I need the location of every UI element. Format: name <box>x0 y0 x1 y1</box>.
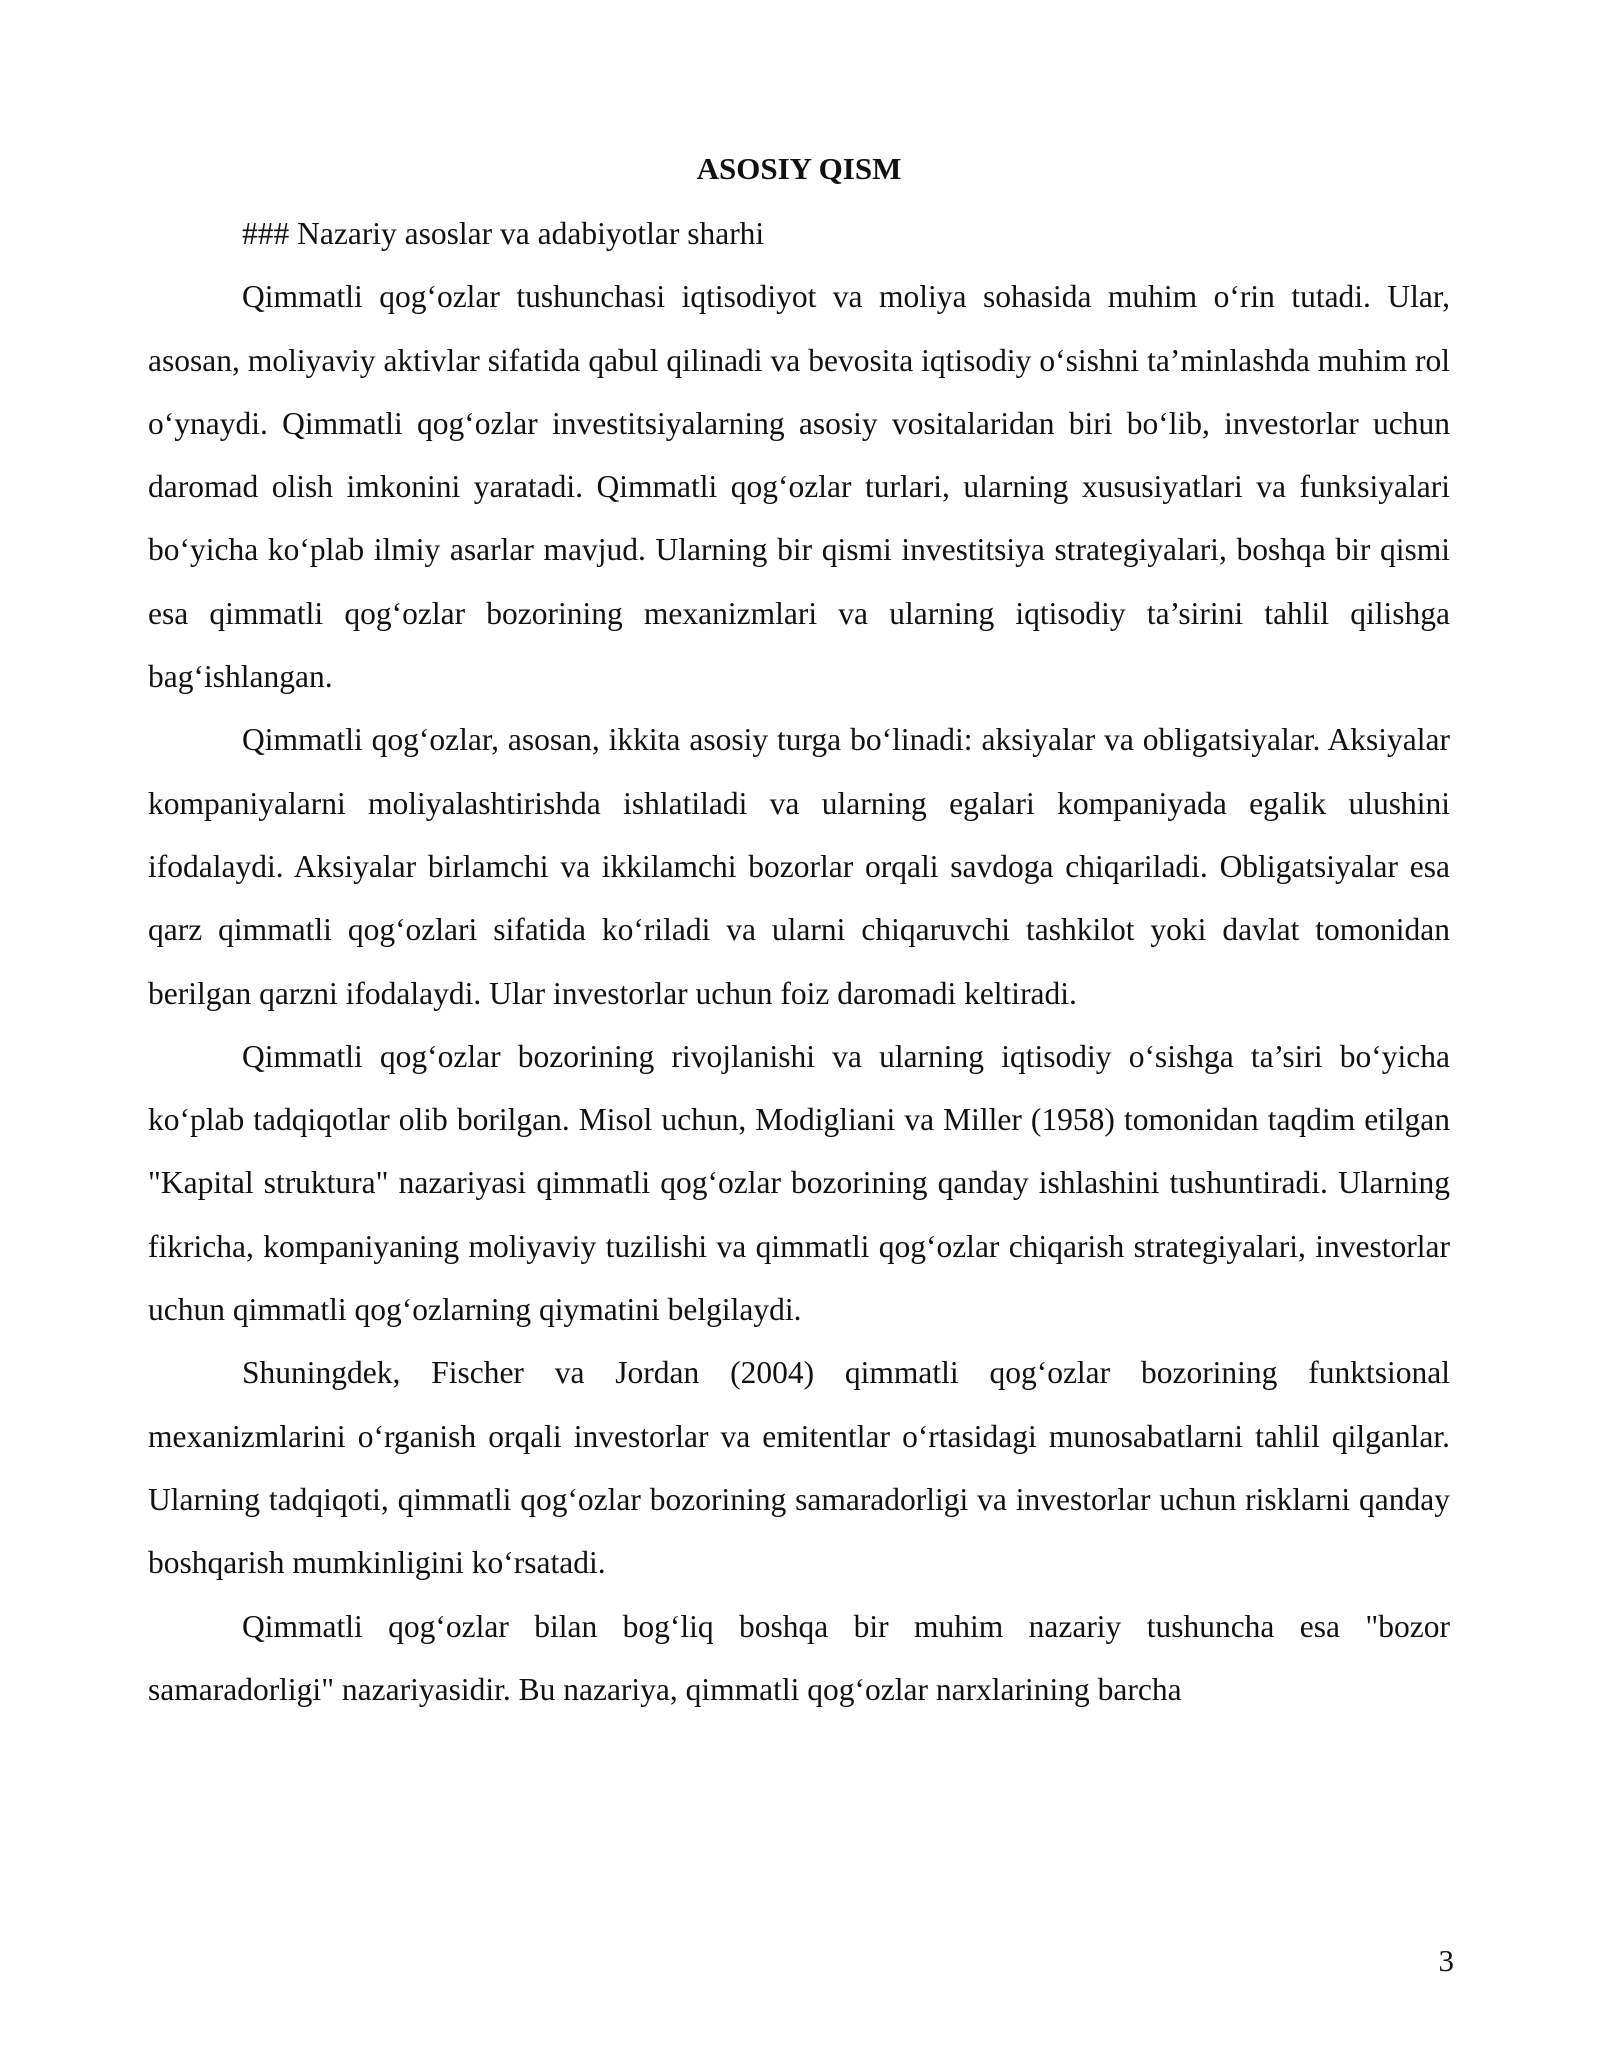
page-content <box>148 142 1450 1721</box>
body-paragraph-2: Qimmatli qog‘ozlar, asosan, ikkita asosiy turga bo‘linadi: aksiyalar va obligatsiyalar. Aksiyalar kompaniyalarni moliyalashtirishda ishlatiladi va ularning egalari kompaniyada egalik ulushini ifodalaydi. Aksiyalar birlamchi va ikkilamchi bozorlar orqali savdoga chiqariladi. Obligatsiyalar esa qarz qimmatli qog‘ozlari sifatida ko‘riladi va ularni chiqaruvchi tashkilot yoki davlat tomonidan berilgan qarzni ifodalaydi. Ular investorlar uchun foiz daromadi keltiradi. <box>148 722 1450 1011</box>
section-title: ASOSIY QISM <box>696 151 902 186</box>
body-paragraph-3: Qimmatli qog‘ozlar bozorining rivojlanishi va ularning iqtisodiy o‘sishga ta’siri bo‘yicha ko‘plab tadqiqotlar olib borilgan. Misol uchun, Modigliani va Miller (1958) tomonidan taqdim etilgan "Kapital struktura" nazariyasi qimmatli qog‘ozlar bozorining qanday ishlashini tushuntiradi. Ularning fikricha, kompaniyaning moliyaviy tuzilishi va qimmatli qog‘ozlar chiqarish strategiyalari, investorlar uchun qimmatli qog‘ozlarning qiymatini belgilaydi. <box>148 1038 1450 1328</box>
body-paragraph-5: Qimmatli qog‘ozlar bilan bog‘liq boshqa bir muhim nazariy tushuncha esa "bozor samaradorligi" nazariyasidir. Bu nazariya, qimmatli qog‘ozlar narxlarining barcha <box>148 1608 1450 1707</box>
body-paragraph-1: Qimmatli qog‘ozlar tushunchasi iqtisodiyot va moliya sohasida muhim o‘rin tutadi. Ular, asosan, moliyaviy aktivlar sifatida qabul qilinadi va bevosita iqtisodiy o‘sishni ta’minlashda muhim rol o‘ynaydi. Qimmatli qog‘ozlar investitsiyalarning asosiy vositalaridan biri bo‘lib, investorlar uchun daromad olish imkonini yaratadi. Qimmatli qog‘ozlar turlari, ularning xususiyatlari va funksiyalari bo‘yicha ko‘plab ilmiy asarlar mavjud. Ularning bir qismi investitsiya strategiyalari, boshqa bir qismi esa qimmatli qog‘ozlar bozorining mexanizmlari va ularning iqtisodiy ta’sirini tahlil qilishga bag‘ishlangan. <box>148 279 1450 695</box>
subsection-heading: ### Nazariy asoslar va adabiyotlar sharhi <box>242 216 765 251</box>
body-paragraph-4: Shuningdek, Fischer va Jordan (2004) qimmatli qog‘ozlar bozorining funktsional mexanizmlarini o‘rganish orqali investorlar va emitentlar o‘rtasidagi munosabatlarni tahlil qilganlar. Ularning tadqiqoti, qimmatli qog‘ozlar bozorining samaradorligi va investorlar uchun risklarni qanday boshqarish mumkinligini ko‘rsatadi. <box>148 1355 1450 1581</box>
page-number: 3 <box>1438 1943 1454 1978</box>
